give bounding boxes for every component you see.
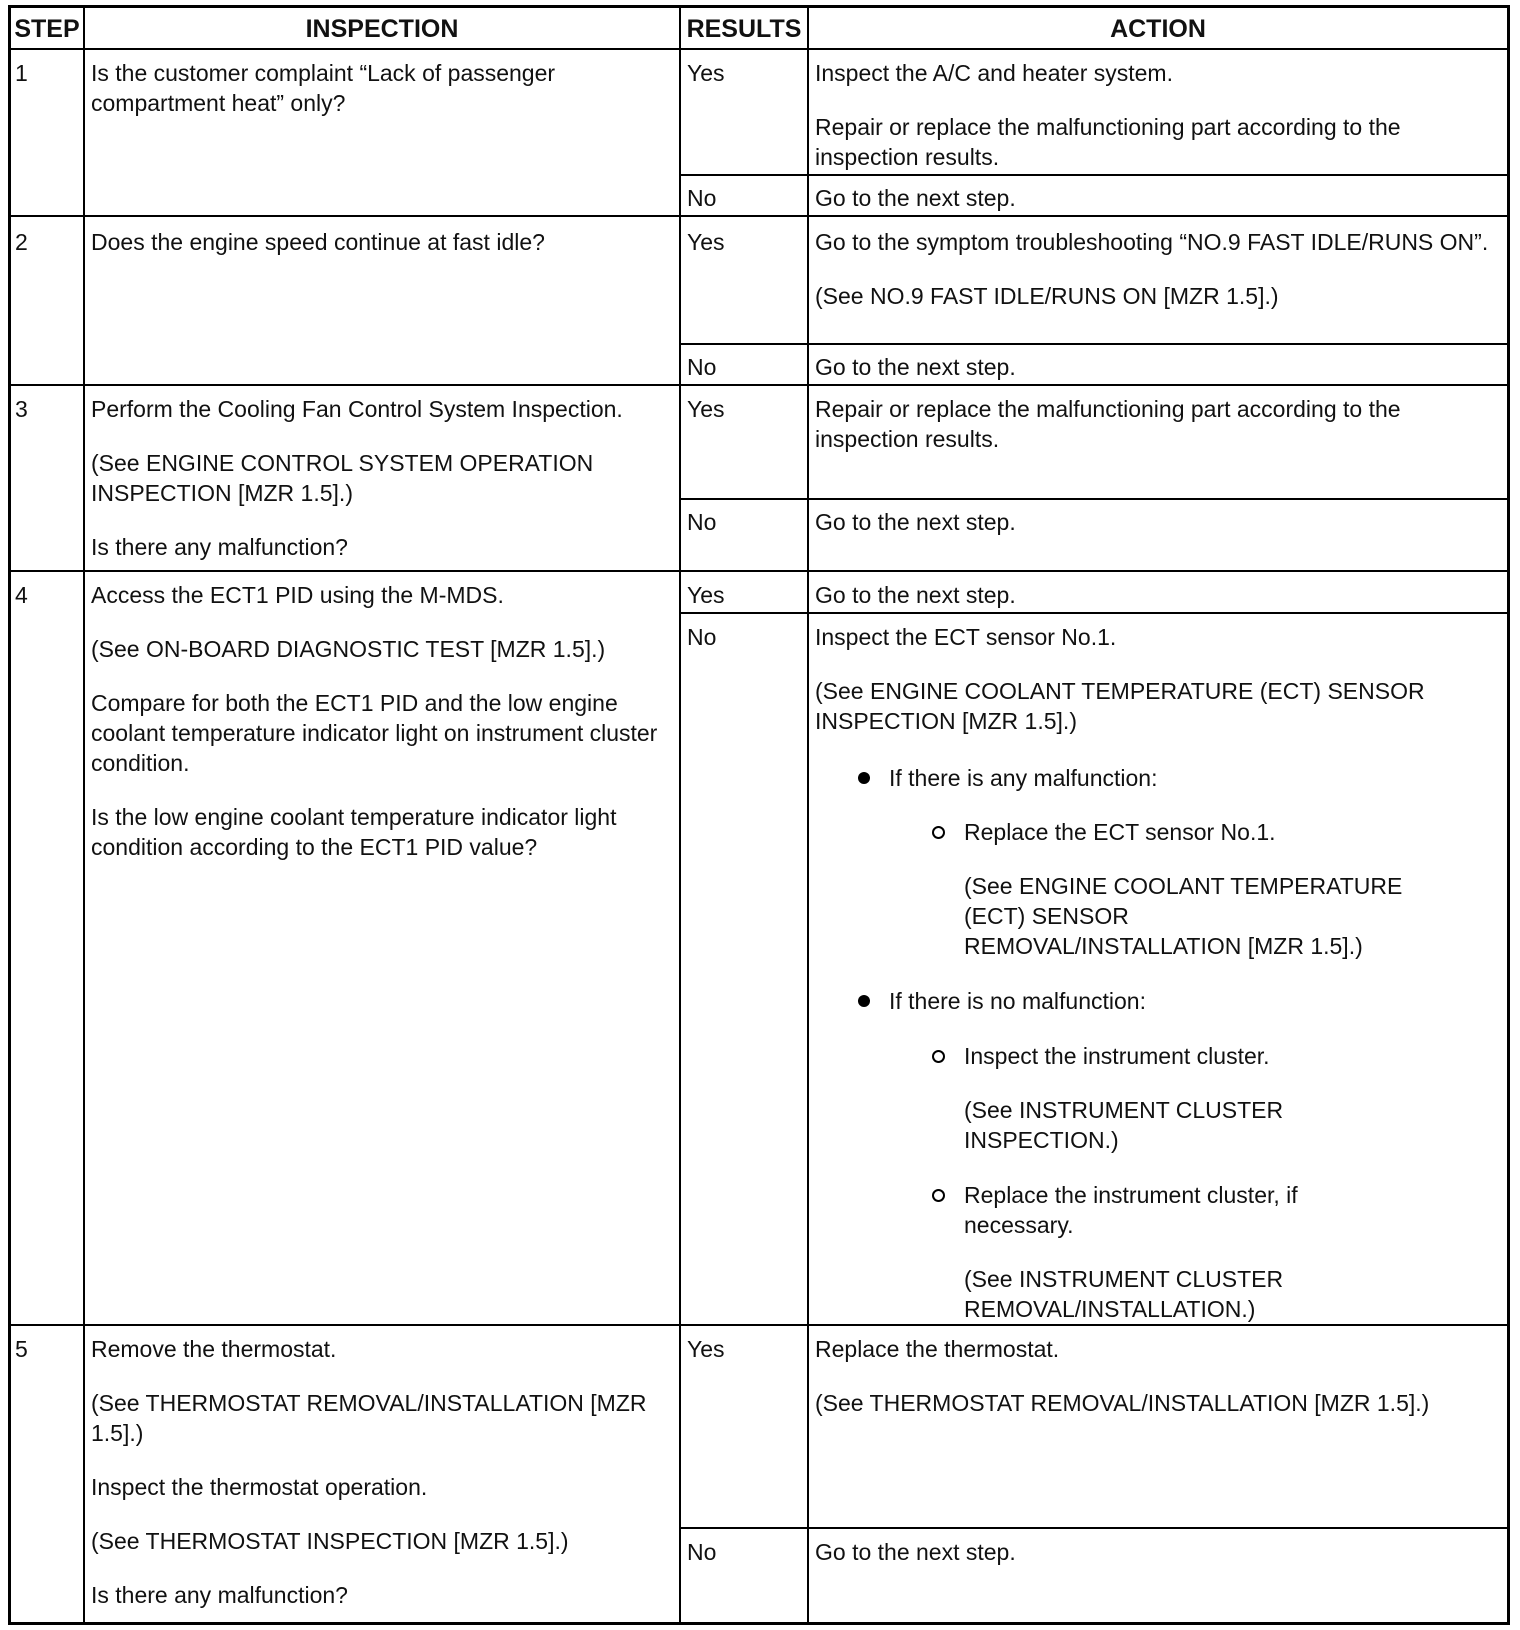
row-line-3 [11, 570, 1507, 572]
sub-bullet-ring [932, 1189, 945, 1202]
bullet-text: If there is no malfunction: [889, 988, 1146, 1014]
inspection-text: Remove the thermostat. [91, 1336, 337, 1362]
step-number: 1 [15, 60, 28, 86]
inspection-text: Is there any malfunction? [91, 1582, 348, 1608]
inspection-text: Access the ECT1 PID using the M-MDS. [91, 582, 504, 608]
col-line-inspection [679, 8, 681, 1622]
action-text: Go to the next step. [815, 354, 1016, 380]
subrow-line-1 [679, 174, 1507, 176]
action-cell [815, 1334, 1505, 1418]
sub-bullet-note: (See ENGINE COOLANT TEMPERATURE [964, 873, 1403, 899]
result-no: No [687, 1539, 717, 1565]
header-step: STEP [14, 15, 80, 43]
result-yes: Yes [687, 396, 725, 422]
inspection-cell [91, 227, 671, 257]
action-text: Go to the next step. [815, 509, 1016, 535]
result-no: No [687, 185, 717, 211]
sub-bullet-note: (See INSTRUMENT CLUSTER [964, 1097, 1284, 1123]
inspection-text: Is the customer complaint “Lack of passenger compartment heat” only? [91, 60, 556, 116]
bullet-dot [858, 772, 870, 784]
sub-bullet-text: necessary. [964, 1212, 1074, 1238]
step-number: 2 [15, 229, 28, 255]
inspection-cell [91, 580, 671, 862]
troubleshooting-table [8, 5, 1510, 1625]
action-cell [815, 58, 1495, 172]
sub-bullet-ring [932, 826, 945, 839]
action-text: Go to the next step. [815, 582, 1016, 608]
step-number: 3 [15, 396, 28, 422]
result-yes: Yes [687, 229, 725, 255]
sub-bullet-note: (See INSTRUMENT CLUSTER [964, 1266, 1284, 1292]
sub-bullet-note: INSPECTION.) [964, 1127, 1119, 1153]
action-cell [815, 1537, 1495, 1567]
subrow-line-2 [679, 343, 1507, 345]
inspection-text: Is there any malfunction? [91, 534, 348, 560]
row-line-2 [11, 384, 1507, 386]
inspection-cell [91, 394, 676, 562]
result-no: No [687, 354, 717, 380]
inspection-text: Compare for both the ECT1 PID and the low engine coolant temperature indicator light on instrument cluster condition. [91, 690, 658, 776]
action-cell [815, 183, 1495, 213]
result-yes: Yes [687, 1336, 725, 1362]
subrow-line-5 [679, 1527, 1507, 1529]
header-inspection: INSPECTION [305, 15, 459, 43]
action-cell [815, 394, 1495, 454]
col-line-step [83, 8, 85, 1622]
action-cell [815, 352, 1495, 382]
action-text: Repair or replace the malfunctioning part according to the inspection results. [815, 114, 1401, 170]
inspection-text: Does the engine speed continue at fast idle? [91, 229, 545, 255]
inspection-text: (See THERMOSTAT REMOVAL/INSTALLATION [MZR 1.5].) [91, 1390, 647, 1446]
inspection-text: Is the low engine coolant temperature indicator light condition according to the ECT1 PID value? [91, 804, 617, 860]
sub-bullet-note: REMOVAL/INSTALLATION.) [964, 1296, 1256, 1322]
inspection-cell [91, 58, 671, 118]
sub-bullet-text: Replace the ECT sensor No.1. [964, 819, 1276, 845]
inspection-text: Inspect the thermostat operation. [91, 1474, 428, 1500]
header-results: RESULTS [686, 15, 802, 43]
action-cell [815, 622, 1495, 736]
action-text: (See ENGINE COOLANT TEMPERATURE (ECT) SENSOR INSPECTION [MZR 1.5].) [815, 678, 1425, 734]
action-text: Go to the next step. [815, 1539, 1016, 1565]
inspection-text: (See ON-BOARD DIAGNOSTIC TEST [MZR 1.5].) [91, 636, 606, 662]
subrow-line-3 [679, 498, 1507, 500]
action-text: Go to the next step. [815, 185, 1016, 211]
inspection-text: Perform the Cooling Fan Control System Inspection. [91, 396, 623, 422]
sub-bullet-note: REMOVAL/INSTALLATION [MZR 1.5].) [964, 933, 1363, 959]
action-cell [815, 507, 1495, 537]
sub-bullet-note: (ECT) SENSOR [964, 903, 1129, 929]
result-no: No [687, 509, 717, 535]
header-action: ACTION [1110, 15, 1206, 43]
inspection-text: (See THERMOSTAT INSPECTION [MZR 1.5].) [91, 1528, 569, 1554]
bullet-text: If there is any malfunction: [889, 765, 1158, 791]
sub-bullet-ring [932, 1050, 945, 1063]
bullet-dot [858, 995, 870, 1007]
row-line-1 [11, 215, 1507, 217]
action-text: (See THERMOSTAT REMOVAL/INSTALLATION [MZR 1.5].) [815, 1390, 1430, 1416]
subrow-line-4 [679, 612, 1507, 614]
result-yes: Yes [687, 60, 725, 86]
sub-bullet-text: Inspect the instrument cluster. [964, 1043, 1270, 1069]
result-no: No [687, 624, 717, 650]
action-cell [815, 580, 1495, 610]
inspection-cell [91, 1334, 671, 1610]
action-text: Inspect the A/C and heater system. [815, 60, 1173, 86]
action-text: Replace the thermostat. [815, 1336, 1060, 1362]
inspection-text: (See ENGINE CONTROL SYSTEM OPERATION INSPECTION [MZR 1.5].) [91, 450, 594, 506]
sub-bullet-text: Replace the instrument cluster, if [964, 1182, 1298, 1208]
action-text: (See NO.9 FAST IDLE/RUNS ON [MZR 1.5].) [815, 283, 1279, 309]
step-number: 5 [15, 1336, 28, 1362]
action-text: Inspect the ECT sensor No.1. [815, 624, 1117, 650]
step-number: 4 [15, 582, 28, 608]
col-line-results [807, 8, 809, 1622]
action-text: Go to the symptom troubleshooting “NO.9 FAST IDLE/RUNS ON”. [815, 229, 1489, 255]
action-text: Repair or replace the malfunctioning part according to the inspection results. [815, 396, 1401, 452]
result-yes: Yes [687, 582, 725, 608]
action-cell [815, 227, 1495, 311]
row-line-4 [11, 1324, 1507, 1326]
